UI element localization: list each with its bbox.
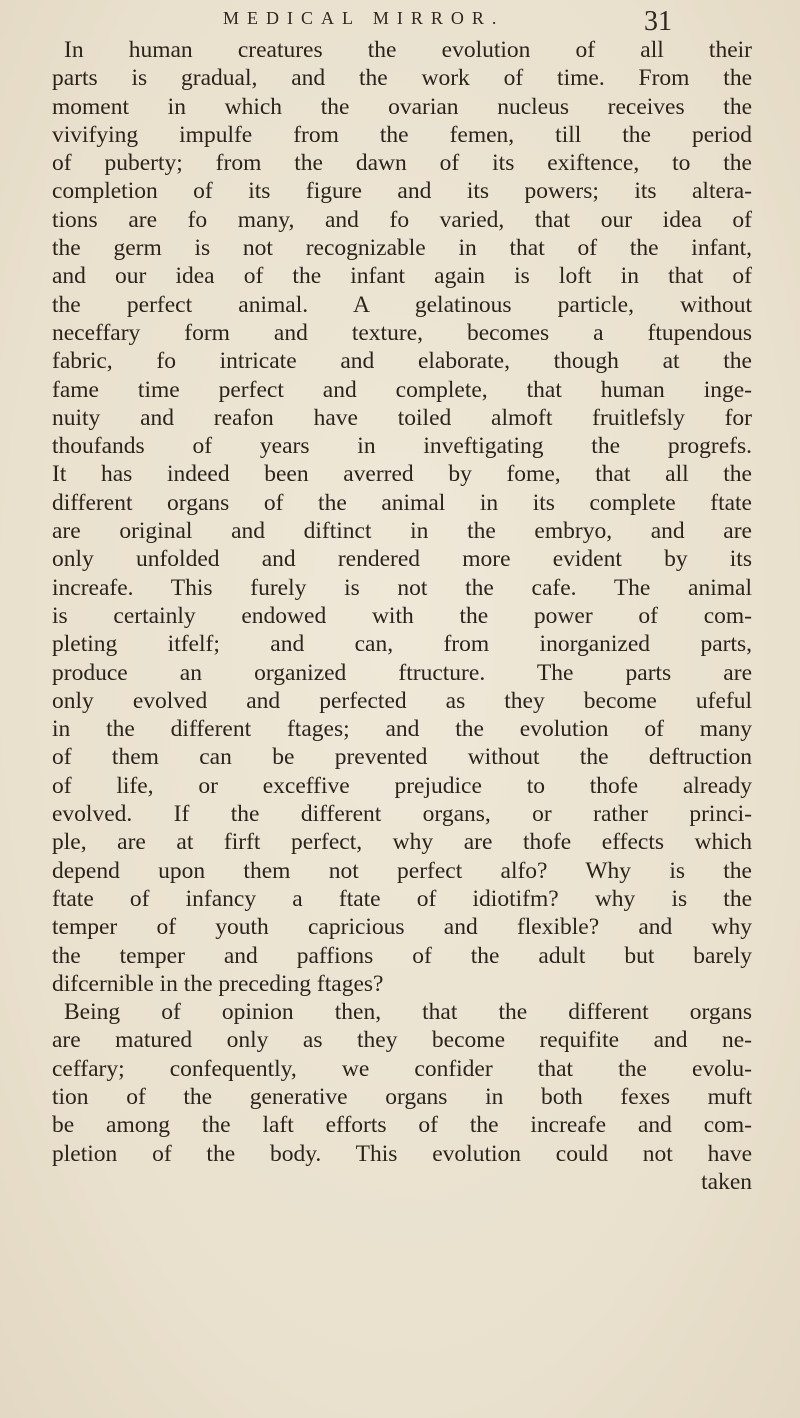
text-line: the perfect animal. A gelatinous particle, without [52,291,752,318]
text-line: In human creatures the evolution of all their [64,37,752,63]
text-line: only evolved and perfected as they become ufeful [52,687,752,714]
text-line: evolved. If the different organs, or rather princi- [52,801,752,828]
text-line: difcernible in the preceding ftages? [52,970,384,997]
text-line: thoufands of years in inveftigating the progrefs. [52,433,752,460]
text-line: Being of opinion then, that the different organs [64,999,752,1026]
text-line: different organs of the animal in its complete ftate [52,489,752,516]
running-title: MEDICAL MIRROR. [223,8,505,28]
text-line: are original and diftinct in the embryo, and are [52,518,752,545]
page-number: 31 [644,6,672,37]
text-line: ceffary; confequently, we confider that the evolu- [52,1055,752,1082]
body-text [52,36,752,1196]
text-line: fabric, fo intricate and elaborate, though at the [52,348,752,375]
catchword: taken [701,1168,752,1195]
text-line: It has indeed been averred by fome, that all the [52,461,752,488]
text-line: neceffary form and texture, becomes a ftupendous [52,319,752,346]
text-line: completion of its figure and its powers; its altera- [52,178,752,205]
text-line: only unfolded and rendered more evident by its [52,546,752,573]
text-line: fame time perfect and complete, that human inge- [52,376,752,403]
text-line: depend upon them not perfect alfo? Why is the [52,857,752,884]
text-line: temper of youth capricious and flexible? and why [52,914,752,941]
text-line: be among the laft efforts of the increafe and com- [52,1112,752,1139]
text-line: produce an organized ftructure. The parts are [52,659,752,686]
text-line: of puberty; from the dawn of its exiftence, to the [52,150,752,177]
text-line: vivifying impulfe from the femen, till the period [52,121,752,148]
text-line: tion of the generative organs in both fexes muft [52,1083,752,1110]
text-line: parts is gradual, and the work of time. From the [52,65,752,92]
text-line: increafe. This furely is not the cafe. The animal [52,574,752,601]
text-line: pletion of the body. This evolution could not have [52,1140,752,1167]
text-line: ftate of infancy a ftate of idiotifm? why is the [52,885,752,912]
text-line: the germ is not recognizable in that of the infant, [52,235,752,262]
text-line: of life, or exceffive prejudice to thofe already [52,772,752,799]
text-line: the temper and paffions of the adult but barely [52,942,752,969]
running-head [0,6,800,37]
text-line: in the different ftages; and the evolution of many [52,716,752,743]
text-line: moment in which the ovarian nucleus receives the [52,93,752,120]
text-line: nuity and reafon have toiled almoft fruitlefsly for [52,404,752,431]
text-line: are matured only as they become requifite and ne- [52,1027,752,1054]
text-line: ple, are at firft perfect, why are thofe effects which [52,829,752,856]
text-line: is certainly endowed with the power of com- [52,602,752,629]
text-line: of them can be prevented without the deftruction [52,744,752,771]
text-line: pleting itfelf; and can, from inorganized parts, [52,631,752,658]
text-line: tions are fo many, and fo varied, that our idea of [52,206,752,233]
text-line: and our idea of the infant again is loft in that of [52,263,752,290]
